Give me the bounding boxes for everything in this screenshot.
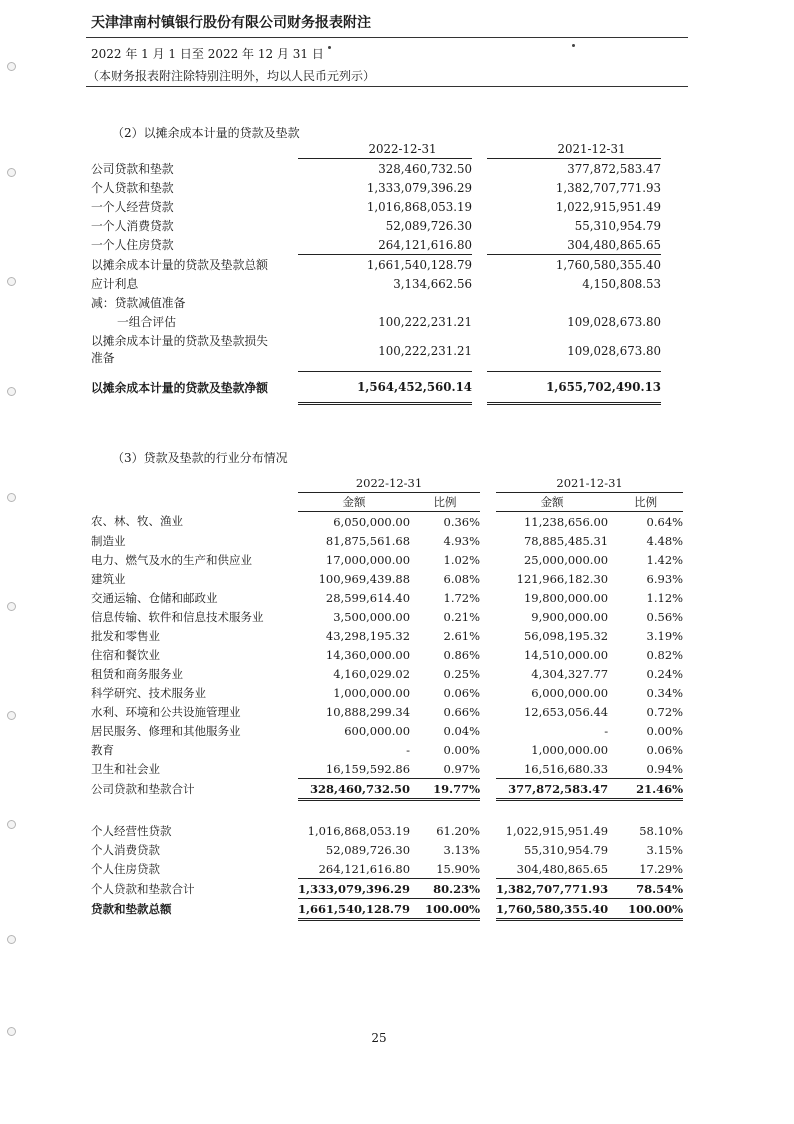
table-row — [91, 721, 683, 740]
value-2021: 4,150,808.53 — [582, 276, 661, 291]
amount-2021: 304,480,865.65 — [516, 861, 609, 876]
amount-2021: 377,872,583.47 — [496, 779, 608, 800]
column-amount: 金额 — [496, 493, 608, 512]
table-row — [91, 550, 683, 569]
binder-hole — [7, 387, 16, 396]
currency-note: （本财务报表附注除特别注明外，均以人民币元列示） — [87, 69, 376, 83]
value-2022: 1,333,079,396.29 — [366, 180, 472, 195]
table-row-subtotal — [91, 779, 683, 800]
table-row — [91, 274, 661, 293]
ratio-2021: 78.54% — [608, 879, 683, 899]
row-label: 个人消费贷款 — [91, 842, 160, 857]
table-row — [91, 683, 683, 702]
amount-2021: 55,310,954.79 — [523, 842, 609, 857]
column-header-2021: 2021-12-31 — [496, 474, 683, 493]
value-2021: 1,382,707,771.93 — [555, 180, 661, 195]
header-rule — [86, 86, 688, 87]
value-2022: 52,089,726.30 — [385, 218, 472, 233]
row-label: 教育 — [91, 742, 114, 757]
amount-2022: 1,333,079,396.29 — [298, 879, 410, 899]
table-row — [91, 255, 661, 275]
row-label: 科学研究、技术服务业 — [91, 685, 206, 700]
row-label: 居民服务、修理和其他服务业 — [91, 723, 241, 738]
ratio-2021: 0.56% — [646, 609, 684, 624]
amount-2022: 6,050,000.00 — [333, 514, 411, 529]
row-label: 农、林、牧、渔业 — [91, 514, 183, 529]
ratio-2022: 19.77% — [410, 779, 480, 800]
value-2021: 55,310,954.79 — [574, 218, 661, 233]
binder-hole — [7, 602, 16, 611]
amount-2022: 328,460,732.50 — [298, 779, 410, 800]
row-label-continued: 准备 — [91, 351, 115, 365]
ratio-2021: 3.19% — [646, 628, 684, 643]
ratio-2022: 0.21% — [443, 609, 481, 624]
amount-2021: 14,510,000.00 — [523, 647, 609, 662]
row-label: 个人贷款和垫款合计 — [91, 881, 195, 896]
table-row — [91, 840, 683, 859]
binder-hole — [7, 493, 16, 502]
ratio-2022: 100.00% — [410, 899, 480, 920]
row-label: 以摊余成本计量的贷款及垫款总额 — [91, 257, 268, 272]
amount-2021: 9,900,000.00 — [531, 609, 609, 624]
table-row — [91, 759, 683, 779]
amortized-cost-loans-table — [91, 140, 661, 405]
header-rule — [86, 37, 688, 38]
ratio-2022: 61.20% — [436, 823, 481, 838]
ratio-2021: 0.24% — [646, 666, 684, 681]
ratio-2021: 3.15% — [646, 842, 684, 857]
value-2021: 1,760,580,355.40 — [555, 257, 661, 272]
amount-2021: 1,760,580,355.40 — [496, 899, 608, 920]
amount-2021: - — [604, 723, 609, 738]
row-label: 以摊余成本计量的贷款及垫款损失 — [91, 334, 268, 348]
table-row — [91, 293, 661, 312]
report-period: 2022 年 1 月 1 日至 2022 年 12 月 31 日 — [91, 47, 324, 61]
section-2-title: （2）以摊余成本计量的贷款及垫款 — [112, 126, 300, 140]
row-label: 个人贷款和垫款 — [91, 181, 174, 195]
table-row — [91, 588, 683, 607]
row-label: 批发和零售业 — [91, 628, 160, 643]
row-label: 制造业 — [91, 533, 126, 548]
industry-distribution-table — [91, 474, 683, 921]
table-row — [91, 312, 661, 331]
column-header-2021: 2021-12-31 — [487, 140, 661, 159]
amount-2022: 28,599,614.40 — [325, 590, 411, 605]
ratio-2022: 0.66% — [443, 704, 481, 719]
ratio-2022: 0.25% — [443, 666, 481, 681]
table-row — [91, 197, 661, 216]
table-row — [91, 159, 661, 179]
binder-hole — [7, 62, 16, 71]
value-2022: 1,016,868,053.19 — [366, 199, 472, 214]
amount-2022: 3,500,000.00 — [333, 609, 411, 624]
table-row — [91, 859, 683, 879]
row-label: 个人经营性贷款 — [91, 823, 172, 838]
table-row — [91, 331, 661, 371]
ratio-2021: 4.48% — [646, 533, 684, 548]
amount-2022: 100,969,439.88 — [318, 571, 411, 586]
row-label: 水利、环境和公共设施管理业 — [91, 704, 241, 719]
ratio-2021: 58.10% — [639, 823, 684, 838]
row-label: 信息传输、软件和信息技术服务业 — [91, 609, 264, 624]
amount-2021: 121,966,182.30 — [516, 571, 609, 586]
ratio-2022: 0.04% — [443, 723, 481, 738]
table-row — [91, 664, 683, 683]
ratio-2022: 1.02% — [443, 552, 481, 567]
binder-hole — [7, 711, 16, 720]
amount-2022: 52,089,726.30 — [325, 842, 411, 857]
table-header-row — [91, 474, 683, 493]
row-label: 租赁和商务服务业 — [91, 666, 183, 681]
amount-2022: 17,000,000.00 — [325, 552, 411, 567]
ratio-2021: 100.00% — [608, 899, 683, 920]
row-label: 一组合评估 — [117, 315, 176, 329]
column-ratio: 比例 — [608, 493, 683, 512]
amount-2022: 600,000.00 — [344, 723, 411, 738]
value-2021: 1,022,915,951.49 — [555, 199, 661, 214]
table-row — [91, 178, 661, 197]
table-row — [91, 216, 661, 235]
table-row-subtotal — [91, 879, 683, 899]
value-2022: 3,134,662.56 — [393, 276, 472, 291]
ratio-2022: 80.23% — [410, 879, 480, 899]
ratio-2021: 0.34% — [646, 685, 684, 700]
row-label: 贷款和垫款总额 — [91, 902, 172, 916]
column-ratio: 比例 — [410, 493, 480, 512]
amount-2022: 43,298,195.32 — [325, 628, 411, 643]
table-row — [91, 626, 683, 645]
value-2022: 1,661,540,128.79 — [366, 257, 472, 272]
binder-hole — [7, 935, 16, 944]
ratio-2021: 0.06% — [646, 742, 684, 757]
ratio-2021: 1.42% — [646, 552, 684, 567]
amount-2021: 19,800,000.00 — [523, 590, 609, 605]
table-row — [91, 512, 683, 532]
ratio-2022: 2.61% — [443, 628, 481, 643]
ratio-2022: 0.86% — [443, 647, 481, 662]
table-row — [91, 645, 683, 664]
amount-2021: 78,885,485.31 — [523, 533, 609, 548]
value-2021: 109,028,673.80 — [487, 331, 661, 371]
value-2021: 377,872,583.47 — [567, 161, 661, 176]
amount-2021: 4,304,327.77 — [531, 666, 609, 681]
table-header-row — [91, 140, 661, 159]
value-2021: 109,028,673.80 — [567, 314, 661, 329]
amount-2021: 1,000,000.00 — [531, 742, 609, 757]
binder-hole — [7, 277, 16, 286]
table-row-total — [91, 371, 661, 403]
table-row — [91, 821, 683, 840]
value-2021: 304,480,865.65 — [487, 235, 661, 255]
ratio-2022: 15.90% — [436, 861, 481, 876]
amount-2022: 1,661,540,128.79 — [298, 899, 410, 920]
ratio-2021: 0.94% — [646, 761, 684, 776]
ratio-2021: 1.12% — [646, 590, 684, 605]
ratio-2021: 21.46% — [608, 779, 683, 800]
ratio-2021: 0.00% — [646, 723, 684, 738]
value-2022: 328,460,732.50 — [378, 161, 472, 176]
amount-2022: 14,360,000.00 — [325, 647, 411, 662]
table-row — [91, 702, 683, 721]
column-header-2022: 2022-12-31 — [298, 140, 472, 159]
ratio-2021: 0.64% — [646, 514, 684, 529]
table-subheader-row — [91, 493, 683, 512]
amount-2022: 1,016,868,053.19 — [307, 823, 411, 838]
row-label: 电力、燃气及水的生产和供应业 — [91, 552, 252, 567]
ratio-2022: 0.97% — [443, 761, 481, 776]
amount-2021: 11,238,656.00 — [523, 514, 609, 529]
table-row — [91, 607, 683, 626]
ratio-2022: 0.00% — [443, 742, 481, 757]
amount-2022: 16,159,592.86 — [325, 761, 411, 776]
table-row-total — [91, 899, 683, 920]
amount-2021: 16,516,680.33 — [523, 761, 609, 776]
binder-hole — [7, 168, 16, 177]
page-number: 25 — [371, 1031, 387, 1045]
ratio-2021: 0.82% — [646, 647, 684, 662]
row-label: 应计利息 — [91, 277, 139, 291]
ratio-2022: 6.08% — [443, 571, 481, 586]
scan-speck — [572, 44, 575, 47]
section-3-title: （3）贷款及垫款的行业分布情况 — [112, 451, 288, 465]
row-label: 住宿和餐饮业 — [91, 647, 160, 662]
amount-2022: 264,121,616.80 — [318, 861, 411, 876]
row-label: 一个人消费贷款 — [91, 219, 174, 233]
amount-2021: 6,000,000.00 — [531, 685, 609, 700]
amount-2022: - — [406, 742, 411, 757]
row-label: 建筑业 — [91, 571, 126, 586]
table-row — [91, 531, 683, 550]
row-label: 个人住房贷款 — [91, 861, 160, 876]
amount-2021: 56,098,195.32 — [523, 628, 609, 643]
page-title: 天津津南村镇银行股份有限公司财务报表附注 — [91, 15, 371, 31]
row-label: 减：贷款减值准备 — [91, 296, 186, 310]
amount-2022: 1,000,000.00 — [333, 685, 411, 700]
amount-2022: 4,160,029.02 — [333, 666, 411, 681]
row-label: 卫生和社会业 — [91, 761, 160, 776]
column-amount: 金额 — [298, 493, 410, 512]
row-label: 公司贷款和垫款 — [91, 161, 174, 176]
amount-2021: 1,022,915,951.49 — [505, 823, 609, 838]
ratio-2022: 1.72% — [443, 590, 481, 605]
table-row — [91, 569, 683, 588]
ratio-2022: 0.36% — [443, 514, 481, 529]
ratio-2022: 0.06% — [443, 685, 481, 700]
ratio-2021: 0.72% — [646, 704, 684, 719]
row-label: 一个人住房贷款 — [91, 238, 174, 253]
row-label: 交通运输、仓储和邮政业 — [91, 590, 218, 605]
value-2021: 1,655,702,490.13 — [487, 371, 661, 403]
value-2022: 1,564,452,560.14 — [298, 371, 472, 403]
value-2022: 100,222,231.21 — [298, 331, 472, 371]
amount-2022: 10,888,299.34 — [325, 704, 411, 719]
row-label: 一个人经营贷款 — [91, 200, 174, 214]
ratio-2021: 17.29% — [639, 861, 684, 876]
spacer-row — [91, 800, 683, 822]
binder-hole — [7, 820, 16, 829]
row-label: 公司贷款和垫款合计 — [91, 782, 195, 796]
amount-2021: 12,653,056.44 — [523, 704, 609, 719]
value-2022: 264,121,616.80 — [298, 235, 472, 255]
row-label: 以摊余成本计量的贷款及垫款净额 — [91, 380, 268, 395]
scan-speck — [328, 46, 331, 49]
ratio-2021: 6.93% — [646, 571, 684, 586]
ratio-2022: 3.13% — [443, 842, 481, 857]
ratio-2022: 4.93% — [443, 533, 481, 548]
amount-2021: 25,000,000.00 — [523, 552, 609, 567]
amount-2022: 81,875,561.68 — [325, 533, 411, 548]
amount-2021: 1,382,707,771.93 — [496, 879, 608, 899]
value-2022: 100,222,231.21 — [378, 314, 472, 329]
table-row — [91, 235, 661, 255]
column-header-2022: 2022-12-31 — [298, 474, 480, 493]
table-row — [91, 740, 683, 759]
